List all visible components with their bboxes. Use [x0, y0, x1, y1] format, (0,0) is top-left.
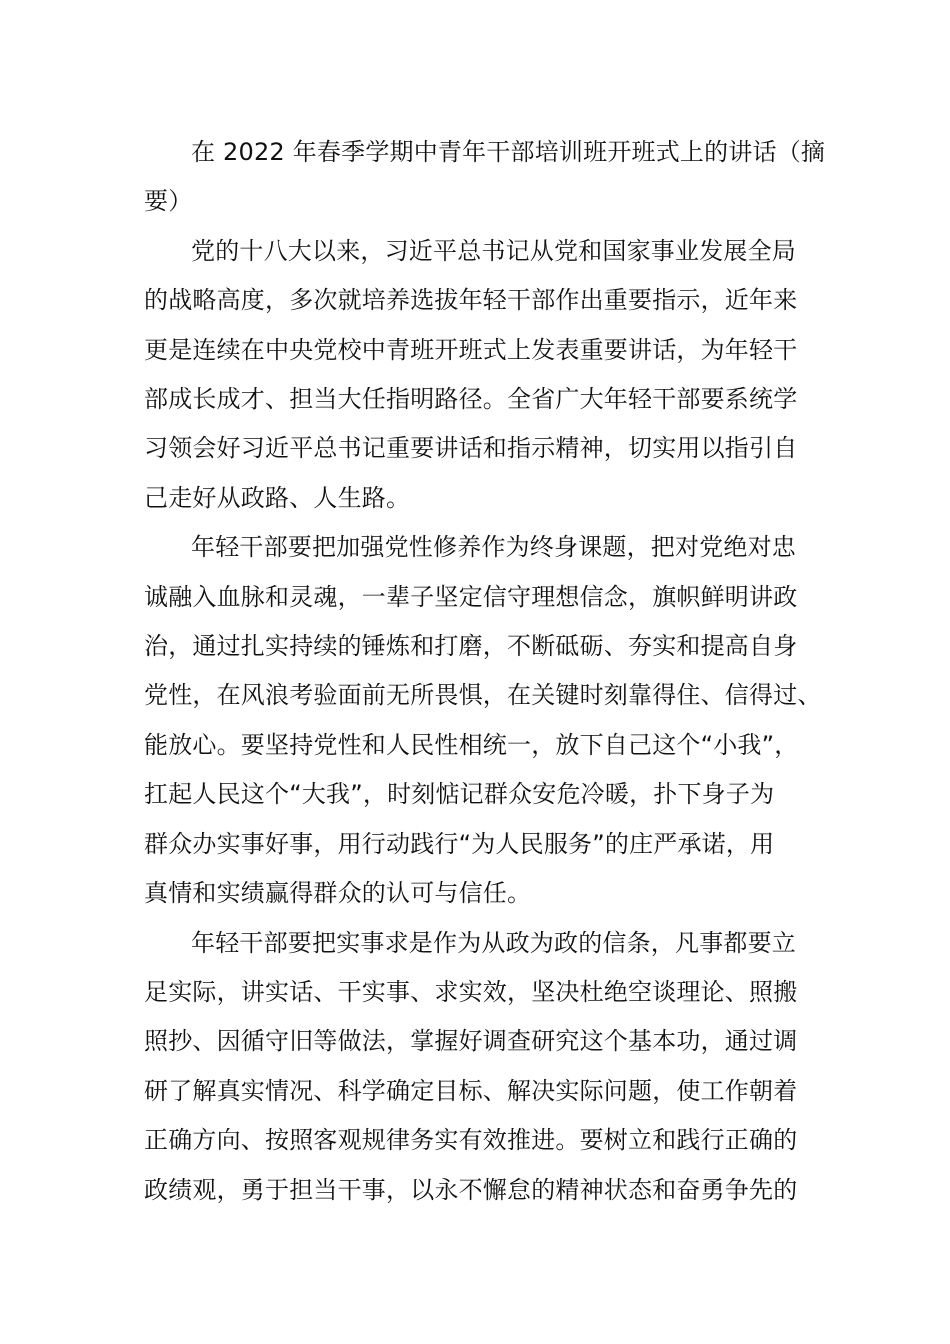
- title-line: 在 2022 年春季学期中青年干部培训班开班式上的讲话（摘: [191, 138, 826, 166]
- paragraph-line: 扛起人民这个“大我”，时刻惦记群众安危冷暖，扑下身子为: [144, 780, 775, 809]
- paragraph-line: 更是连续在中央党校中青班开班式上发表重要讲话，为年轻干: [144, 335, 798, 364]
- paragraph-line: 党性，在风浪考验面前无所畏惧，在关键时刻靠得住、信得过、: [144, 681, 822, 710]
- paragraph-line: 群众办实事好事，用行动践行“为人民服务”的庄严承诺，用: [144, 829, 775, 858]
- paragraph-line: 研了解真实情况、科学确定目标、解决实际问题，使工作朝着: [144, 1076, 798, 1105]
- paragraph-line: 年轻干部要把实事求是作为从政为政的信条，凡事都要立: [191, 928, 796, 957]
- paragraph-line: 正确方向、按照客观规律务实有效推进。要树立和践行正确的: [144, 1126, 798, 1155]
- paragraph-line: 照抄、因循守旧等做法，掌握好调查研究这个基本功，通过调: [144, 1027, 798, 1056]
- paragraph-line: 的战略高度，多次就培养选拔年轻干部作出重要指示，近年来: [144, 286, 798, 315]
- title-line: 要）: [144, 187, 193, 216]
- paragraph-2: [144, 523, 822, 918]
- paragraph-line: 党的十八大以来，习近平总书记从党和国家事业发展全局: [191, 236, 796, 265]
- paragraph-line: 真情和实绩赢得群众的认可与信任。: [144, 879, 532, 908]
- paragraph-3: [144, 919, 810, 1215]
- paragraph-1: [144, 227, 810, 523]
- paragraph-line: 治，通过扎实持续的锤炼和打磨，不断砥砺、夯实和提高自身: [144, 632, 798, 661]
- paragraph-line: 年轻干部要把加强党性修养作为终身课题，把对党绝对忠: [191, 533, 796, 562]
- paragraph-line: 能放心。要坚持党性和人民性相统一，放下自己这个“小我”，: [144, 730, 799, 759]
- paragraph-line: 部成长成才、担当大任指明路径。全省广大年轻干部要系统学: [144, 385, 798, 414]
- paragraph-line: 政绩观，勇于担当干事，以永不懈怠的精神状态和奋勇争先的: [144, 1175, 798, 1204]
- paragraph-line: 己走好从政路、人生路。: [144, 483, 411, 512]
- document-body: [144, 128, 826, 1215]
- document-title: [144, 128, 826, 227]
- paragraph-line: 足实际，讲实话、干实事、求实效，坚决杜绝空谈理论、照搬: [144, 977, 798, 1006]
- paragraph-line: 诚融入血脉和灵魂，一辈子坚定信守理想信念，旗帜鲜明讲政: [144, 582, 798, 611]
- paragraph-line: 习领会好习近平总书记重要讲话和指示精神，切实用以指引自: [144, 434, 798, 463]
